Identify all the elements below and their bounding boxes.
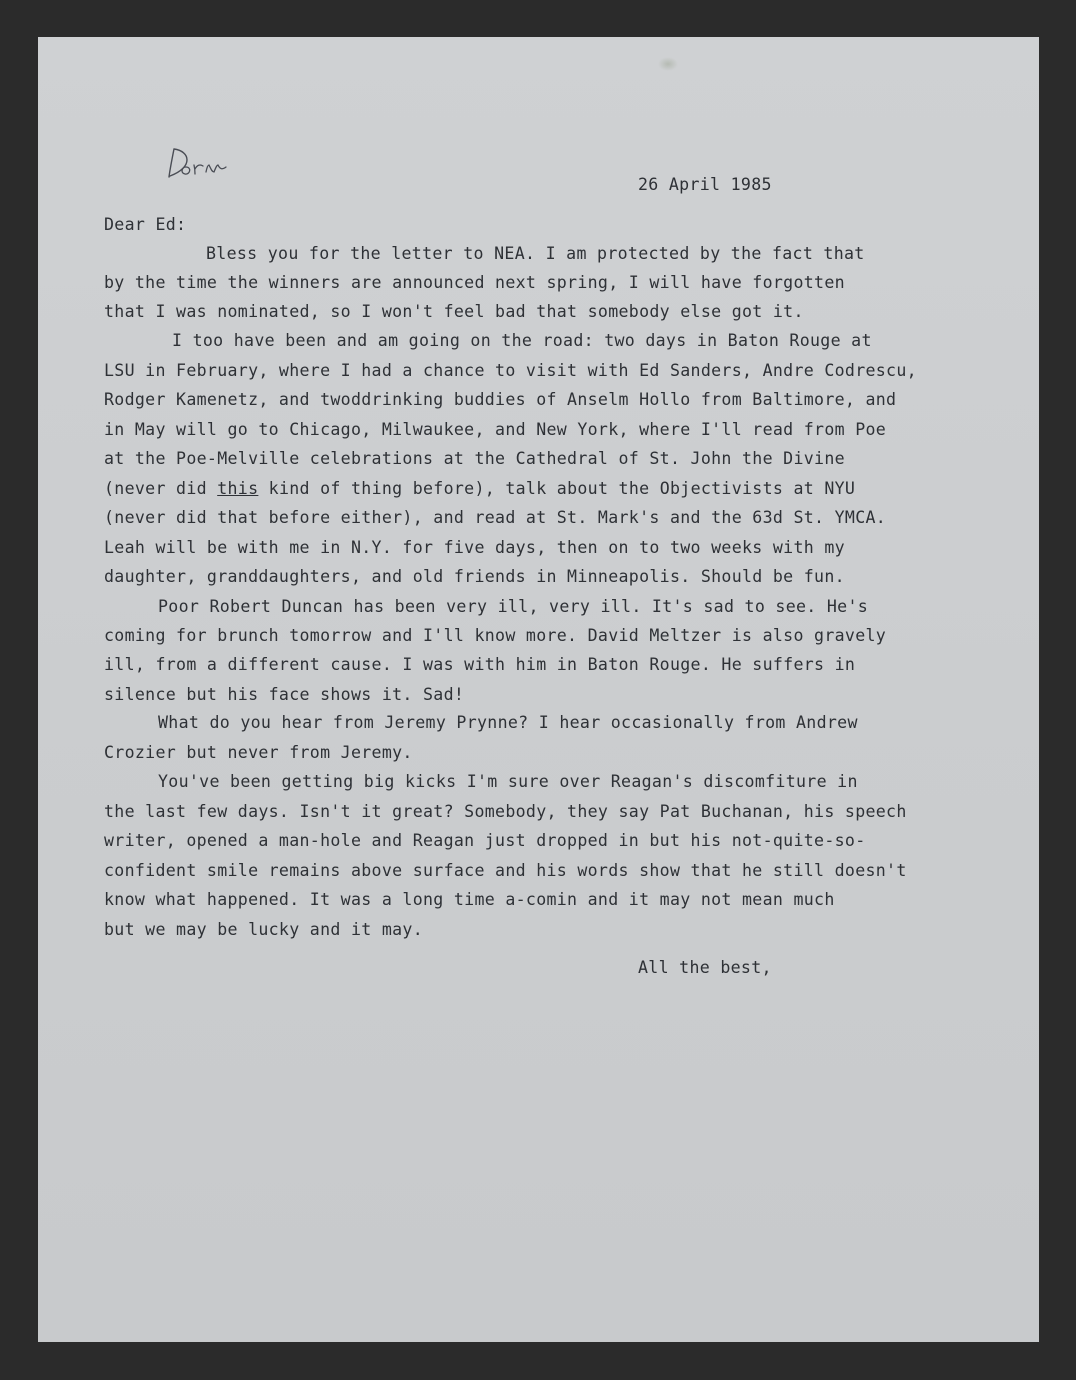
letter-line bbox=[104, 479, 855, 499]
letter-line: that I was nominated, so I won't feel bad that somebody else got it. bbox=[104, 302, 804, 321]
letter-line: by the time the winners are announced next spring, I will have forgotten bbox=[104, 273, 845, 292]
letter-line: daughter, granddaughters, and old friends in Minneapolis. Should be fun. bbox=[104, 567, 845, 586]
letter-line: in May will go to Chicago, Milwaukee, and New York, where I'll read from Poe bbox=[104, 420, 887, 439]
letter-line: at the Poe-Melville celebrations at the Cathedral of St. John the Divine bbox=[104, 449, 845, 468]
letter-line: ill, from a different cause. I was with him in Baton Rouge. He suffers in bbox=[104, 655, 856, 674]
letter-line: Crozier but never from Jeremy. bbox=[104, 743, 413, 762]
letter-line: (never did that before either), and read at St. Mark's and the 63d St. YMCA. bbox=[104, 508, 887, 527]
letter-line: What do you hear from Jeremy Prynne? I hear occasionally from Andrew bbox=[158, 713, 858, 732]
letter-line: the last few days. Isn't it great? Somebody, they say Pat Buchanan, his speech bbox=[104, 802, 907, 821]
handwritten-dorn-signature bbox=[134, 145, 234, 185]
letter-line: Poor Robert Duncan has been very ill, very ill. It's sad to see. He's bbox=[158, 597, 869, 616]
underlined-word: this bbox=[217, 479, 259, 498]
paper-stain bbox=[658, 57, 678, 71]
letter-line: I too have been and am going on the road: two days in Baton Rouge at bbox=[172, 331, 872, 350]
letter-line: but we may be lucky and it may. bbox=[104, 920, 423, 939]
letter-line: coming for brunch tomorrow and I'll know more. David Meltzer is also gravely bbox=[104, 626, 887, 645]
letter-line: Rodger Kamenetz, and twoddrinking buddies of Anselm Hollo from Baltimore, and bbox=[104, 390, 897, 409]
text-segment: kind of thing before), talk about the Objectivists at NYU bbox=[258, 479, 856, 498]
letter-line: You've been getting big kicks I'm sure over Reagan's discomfiture in bbox=[158, 772, 858, 791]
letter-line: confident smile remains above surface and his words show that he still doesn't bbox=[104, 861, 907, 880]
letter-line: silence but his face shows it. Sad! bbox=[104, 685, 465, 704]
text-segment: (never did bbox=[104, 479, 218, 498]
letter-line: writer, opened a man-hole and Reagan just dropped in but his not-quite-so- bbox=[104, 831, 866, 850]
letter-date: 26 April 1985 bbox=[638, 175, 772, 194]
letter-line: Bless you for the letter to NEA. I am protected by the fact that bbox=[206, 244, 865, 263]
closing: All the best, bbox=[638, 958, 772, 977]
letter-line: know what happened. It was a long time a-comin and it may not mean much bbox=[104, 890, 835, 909]
salutation: Dear Ed: bbox=[104, 215, 187, 234]
letter-line: Leah will be with me in N.Y. for five days, then on to two weeks with my bbox=[104, 538, 845, 557]
letter-line: LSU in February, where I had a chance to visit with Ed Sanders, Andre Codrescu, bbox=[104, 361, 917, 380]
